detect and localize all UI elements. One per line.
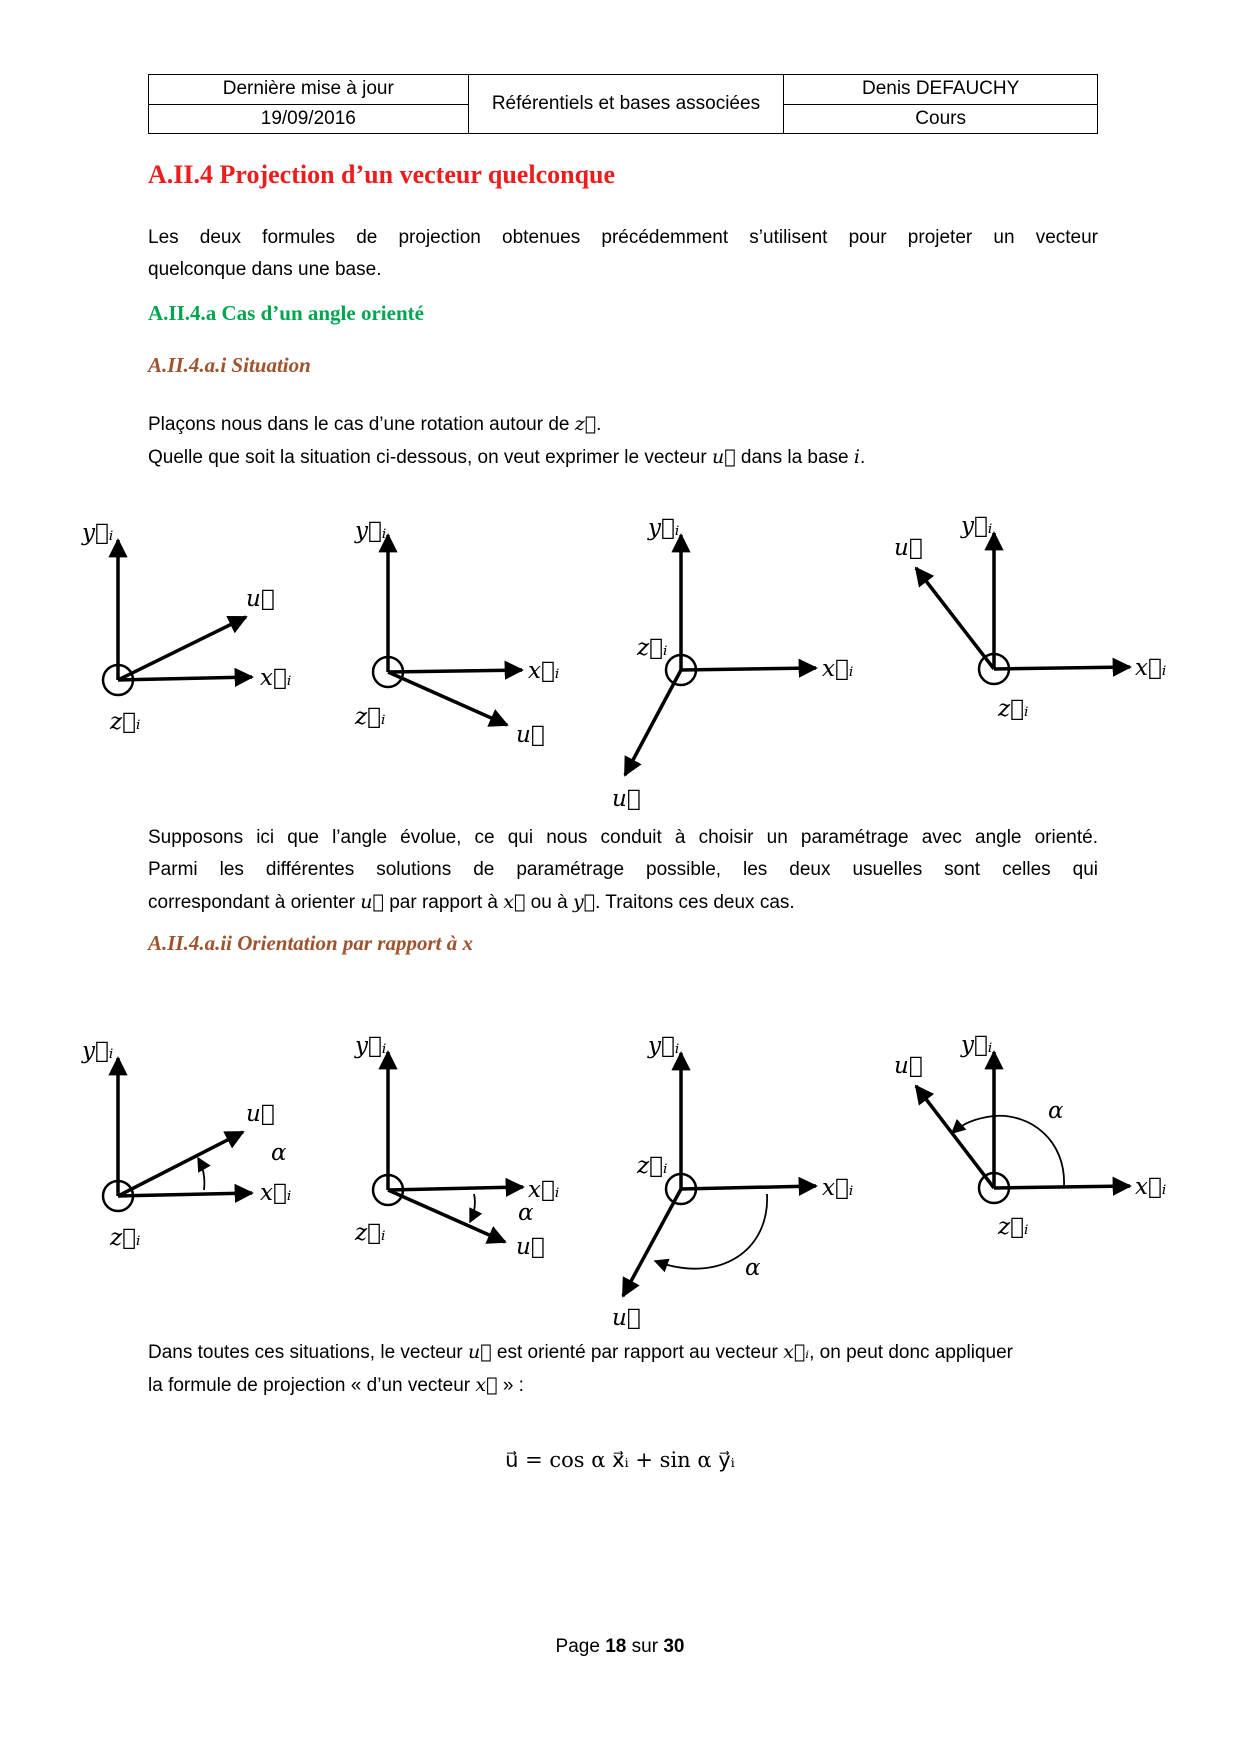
- author: Denis DEFAUCHY: [784, 75, 1098, 105]
- page-sep: sur: [631, 1636, 659, 1657]
- text: ou à: [525, 892, 573, 913]
- last-update-label: Dernière mise à jour: [149, 75, 469, 105]
- y-label: y⃗ᵢ: [648, 1033, 680, 1059]
- update-date: 19/09/2016: [149, 104, 469, 134]
- paragraph-2-end: [148, 886, 1098, 919]
- diagram-8: [916, 1052, 1130, 1203]
- x-axis-arrow: [994, 667, 1130, 669]
- p3-line-1: [148, 1336, 1098, 1369]
- text: correspondant à orienter: [148, 892, 361, 913]
- page-number: 18: [605, 1636, 627, 1657]
- text: Plaçons nous dans le cas d’une rotation autour de: [148, 414, 575, 435]
- z-vector: z⃗: [574, 413, 597, 435]
- x-label: x⃗ᵢ: [1135, 1174, 1167, 1200]
- u-label: u⃗: [612, 1305, 641, 1331]
- z-label: z⃗ᵢ: [110, 1225, 141, 1251]
- z-label: z⃗ᵢ: [998, 696, 1029, 722]
- x-axis-arrow: [681, 1186, 816, 1189]
- u-vector: u⃗: [711, 446, 736, 468]
- intro-paragraph-end: [148, 254, 1098, 286]
- x-axis-arrow: [388, 1187, 523, 1190]
- subsub-i-title: A.II.4.a.i Situation: [148, 353, 311, 377]
- u-label: u⃗: [894, 1053, 923, 1079]
- doc-type: Cours: [784, 104, 1098, 134]
- text: » :: [497, 1375, 524, 1396]
- text: dans la base: [735, 447, 854, 468]
- u-label: u⃗: [516, 722, 545, 748]
- x-axis-arrow: [118, 1193, 252, 1196]
- u-label: u⃗: [894, 535, 923, 561]
- alpha-label: α: [518, 1200, 534, 1226]
- u-label: u⃗: [246, 1101, 275, 1127]
- u-vector-arrow: [916, 1086, 994, 1188]
- x-axis-arrow: [994, 1186, 1130, 1188]
- text: , on peut donc appliquer: [809, 1342, 1013, 1363]
- text: par rapport à: [383, 892, 504, 913]
- text: .: [859, 447, 866, 468]
- situation-paragraph: [148, 408, 1098, 474]
- text: .: [596, 414, 602, 435]
- diagram-5: [103, 1058, 252, 1211]
- situation-line-1: [148, 408, 1098, 441]
- diagram-6: [373, 1052, 523, 1242]
- u-vector: u⃗: [360, 891, 384, 913]
- x-label: x⃗ᵢ: [528, 1177, 560, 1203]
- figure-row-orientation: [0, 1018, 1240, 1338]
- u-vector-arrow: [625, 670, 681, 775]
- z-label: z⃗ᵢ: [110, 709, 141, 735]
- u-vector: u⃗: [468, 1341, 492, 1363]
- u-label: u⃗: [612, 786, 641, 812]
- diagram-4: [916, 533, 1130, 684]
- u-vector-arrow: [388, 672, 507, 725]
- x-label: x⃗ᵢ: [528, 658, 560, 684]
- alpha-arc: [952, 1116, 1064, 1186]
- y-label: y⃗ᵢ: [82, 1038, 114, 1064]
- z-label: z⃗ᵢ: [637, 635, 668, 661]
- diagram-2: [373, 535, 522, 725]
- y-label: y⃗ᵢ: [355, 1033, 387, 1059]
- p3-line-2: [148, 1369, 1098, 1402]
- diagram-1: [103, 540, 252, 695]
- z-label: z⃗ᵢ: [998, 1214, 1029, 1240]
- p2-line-2: Parmi les différentes solutions de paramétrage possible, les deux usuelles sont celles qui: [148, 859, 1098, 880]
- subsection-a-title: A.II.4.a Cas d’un angle orienté: [148, 301, 424, 325]
- x-label: x⃗ᵢ: [260, 665, 292, 691]
- situation-line-2: [148, 441, 1098, 474]
- figure-row-situation: [0, 500, 1240, 820]
- u-vector-arrow: [118, 617, 246, 680]
- u-vector-arrow: [916, 568, 994, 669]
- intro-line-1: Les deux formules de projection obtenues précédemment s’utilisent pour projeter un vecteur: [148, 227, 1098, 248]
- page-total: 30: [663, 1636, 685, 1657]
- subsub-ii-title: [148, 931, 489, 956]
- x-label: x⃗ᵢ: [260, 1180, 292, 1206]
- alpha-arc: [198, 1158, 204, 1190]
- u-vector-arrow: [118, 1132, 243, 1196]
- text: est orienté par rapport au vecteur: [491, 1342, 784, 1363]
- x-axis-arrow: [681, 668, 816, 670]
- z-label: z⃗ᵢ: [355, 704, 386, 730]
- alpha-label: α: [745, 1255, 761, 1281]
- x-label: x⃗ᵢ: [1135, 655, 1167, 681]
- paragraph-3: [148, 1336, 1098, 1402]
- x-vector: x⃗: [503, 891, 526, 913]
- intro-line-2: quelconque dans une base.: [148, 259, 382, 280]
- u-vector-arrow: [623, 1189, 681, 1296]
- x-axis-arrow: [118, 677, 252, 680]
- alpha-arc: [470, 1194, 475, 1222]
- page-label: Page: [555, 1636, 600, 1657]
- intro-paragraph: [148, 222, 1098, 254]
- y-vector: y⃗: [572, 891, 596, 913]
- y-label: y⃗ᵢ: [82, 520, 114, 546]
- x-vector: x⃗: [462, 931, 490, 955]
- x-label: x⃗ᵢ: [822, 1175, 854, 1201]
- text: . Traitons ces deux cas.: [595, 892, 795, 913]
- u-label: u⃗: [246, 586, 275, 612]
- y-label: y⃗ᵢ: [648, 515, 680, 541]
- text: la formule de projection « d’un vecteur: [148, 1375, 476, 1396]
- x-vector: x⃗ᵢ: [783, 1341, 810, 1363]
- text: A.II.4.a.ii Orientation par rapport à: [148, 931, 463, 955]
- z-label: z⃗ᵢ: [637, 1153, 668, 1179]
- text: Dans toutes ces situations, le vecteur: [148, 1342, 468, 1363]
- u-vector-arrow: [388, 1190, 505, 1242]
- projection-formula: u⃗ = cos α x⃗ᵢ + sin α y⃗ᵢ: [505, 1448, 735, 1472]
- x-vector: x⃗: [475, 1374, 498, 1396]
- doc-title: Référentiels et bases associées: [468, 75, 784, 134]
- page-footer: [0, 1636, 1240, 1658]
- x-label: x⃗ᵢ: [822, 656, 854, 682]
- base-name: i: [853, 446, 860, 468]
- y-label: y⃗ᵢ: [961, 513, 993, 539]
- alpha-label: α: [271, 1140, 287, 1166]
- y-label: y⃗ᵢ: [355, 518, 387, 544]
- z-label: z⃗ᵢ: [355, 1220, 386, 1246]
- alpha-label: α: [1048, 1098, 1064, 1124]
- section-title: A.II.4 Projection d’un vecteur quelconque: [148, 160, 616, 189]
- paragraph-2: [148, 822, 1098, 886]
- u-label: u⃗: [516, 1234, 545, 1260]
- x-axis-arrow: [388, 670, 522, 672]
- header-table: [148, 74, 1098, 134]
- y-label: y⃗ᵢ: [961, 1032, 993, 1058]
- p2-line-1: Supposons ici que l’angle évolue, ce qui nous conduit à choisir un paramétrage avec angle orienté.: [148, 827, 1098, 848]
- text: Quelle que soit la situation ci-dessous, on veut exprimer le vecteur: [148, 447, 712, 468]
